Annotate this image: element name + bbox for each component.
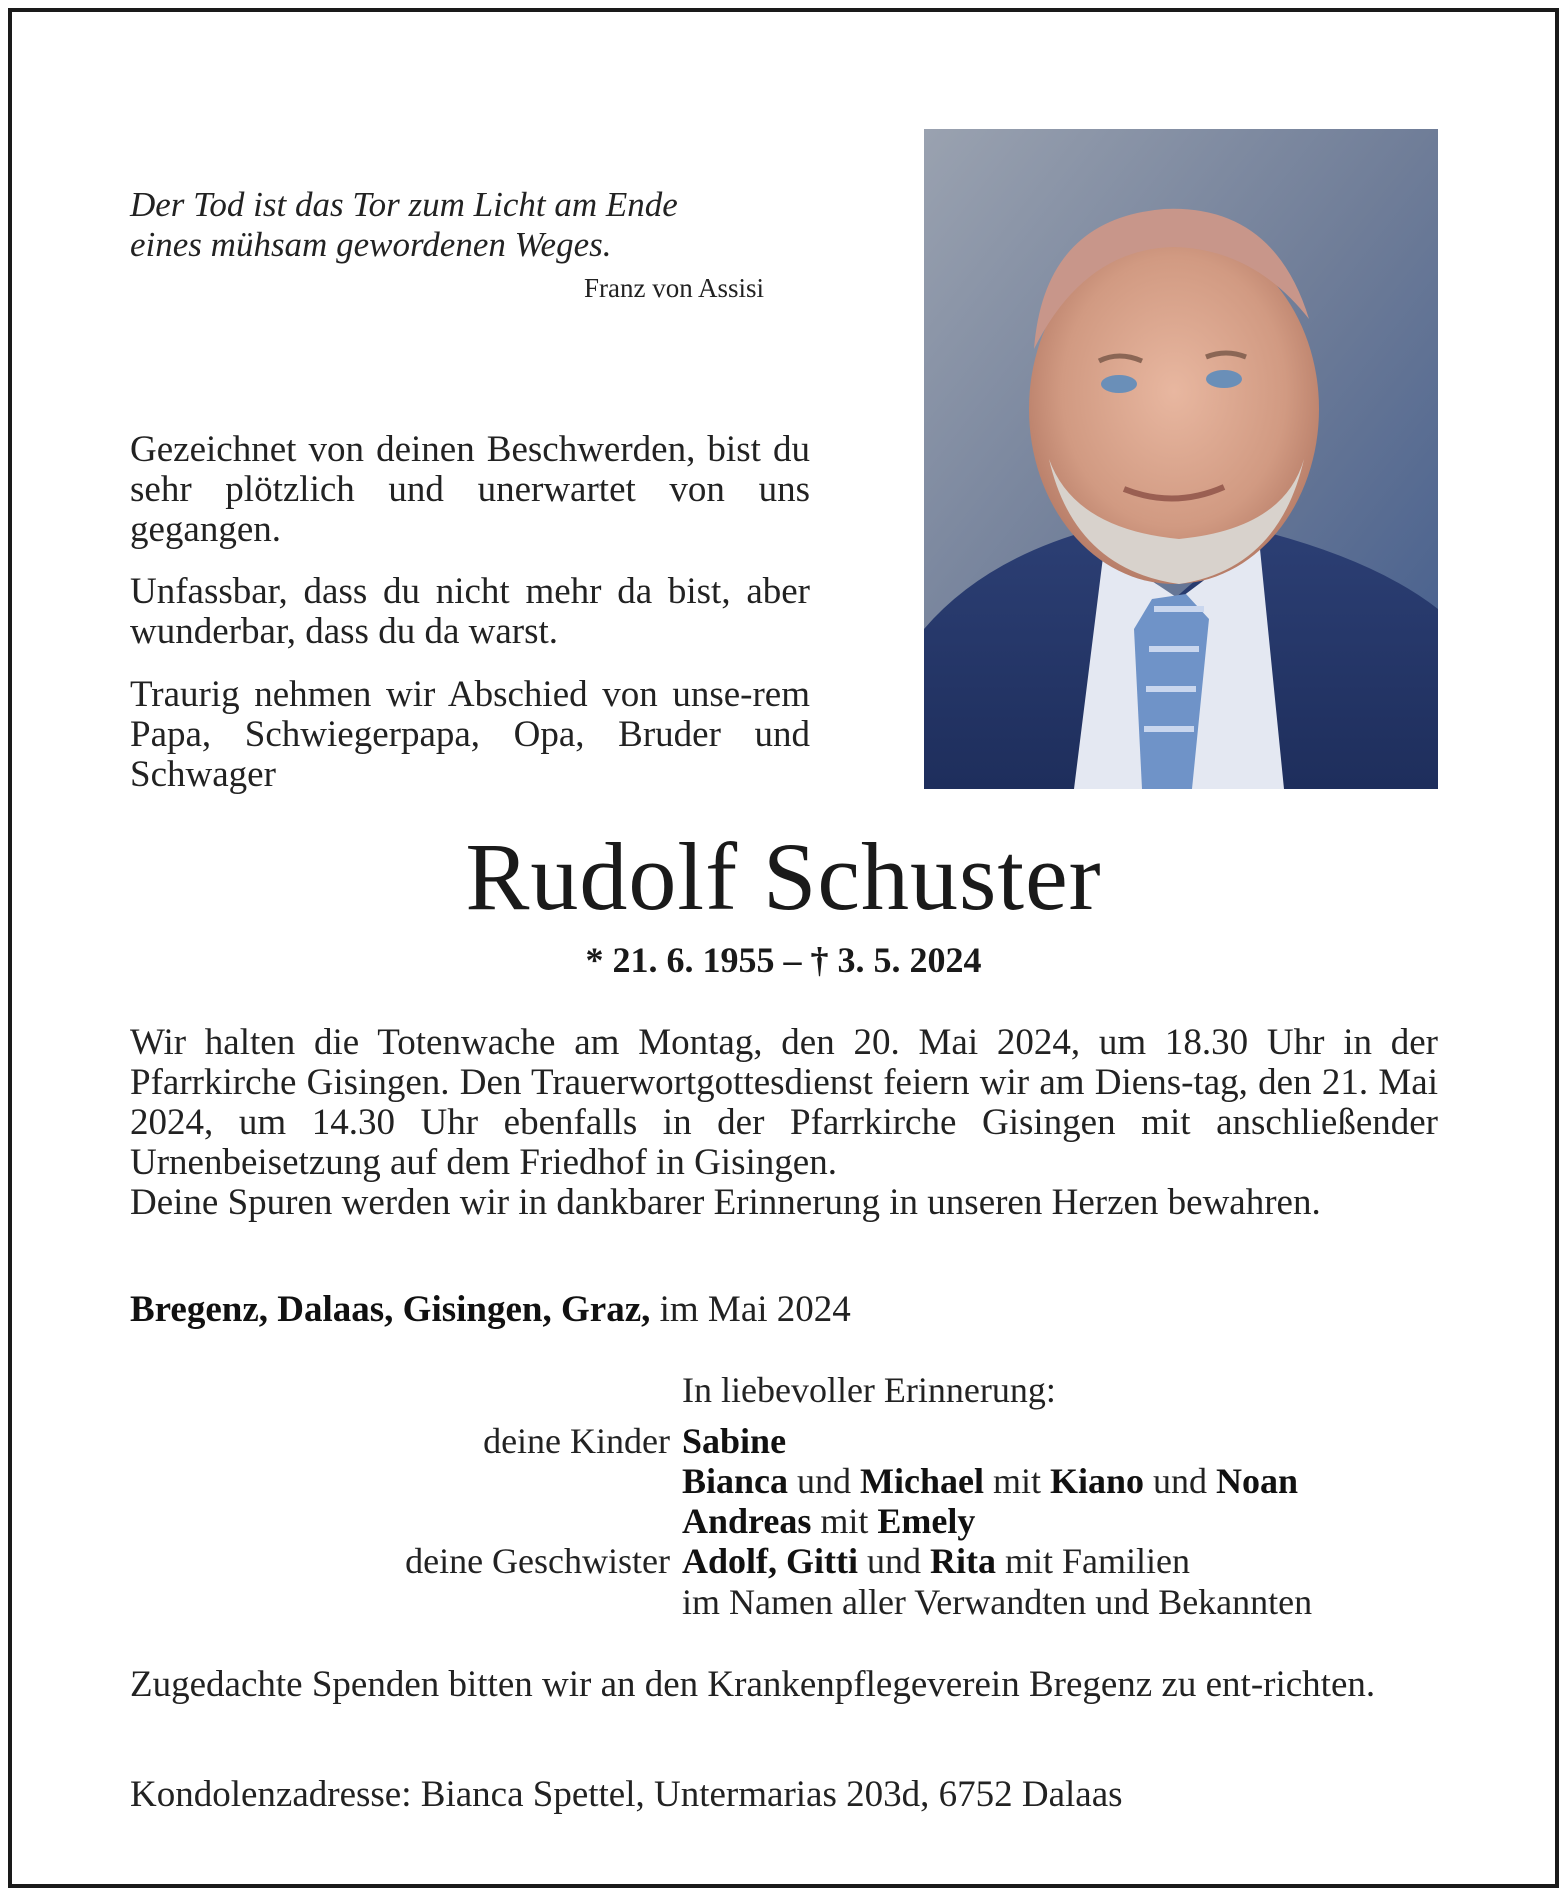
conjunction: und <box>867 1541 921 1581</box>
siblings-label: deine Geschwister <box>405 1541 670 1581</box>
quote-author: Franz von Assisi <box>583 273 764 303</box>
child-line-3 <box>682 1501 1442 1541</box>
life-dates: * 21. 6. 1955 – † 3. 5. 2024 <box>585 940 982 980</box>
service-paragraph: Wir halten die Totenwache am Montag, den 20. Mai 2024, um 18.30 Uhr in der Pfarrkirche Gisingen. Den Trauerwortgottesdienst feiern wir am Diens-tag, den 21. Mai 2024, um 14.30 Uhr ebenfalls in der Pfarrkirche Gisingen mit anschließender Urnenbeisetzung auf dem Friedhof in Gisingen. <box>130 1022 1438 1183</box>
sibling-name: Rita <box>930 1541 996 1581</box>
condolence-address: Kondolenzadresse: Bianca Spettel, Untermarias 203d, 6752 Dalaas <box>130 1774 1123 1815</box>
deceased-name: Rudolf Schuster <box>465 823 1102 930</box>
child-name: Andreas <box>682 1501 812 1541</box>
siblings-suffix: mit Familien <box>1005 1541 1190 1581</box>
places-and-date <box>130 1290 851 1330</box>
child-line-2 <box>682 1461 1442 1501</box>
conjunction: und <box>1153 1461 1208 1501</box>
portrait-photo <box>924 129 1438 789</box>
siblings-line <box>682 1541 1442 1581</box>
donation-paragraph: Zugedachte Spenden bitten wir an den Krankenpflegeverein Bregenz zu ent-richten. <box>130 1664 1376 1705</box>
family-heading: In liebevoller Erinnerung: <box>682 1370 1056 1410</box>
conjunction: mit <box>820 1501 869 1541</box>
conjunction: und <box>797 1461 852 1501</box>
quote <box>130 185 770 265</box>
grandchild-name: Emely <box>877 1501 976 1541</box>
grandchild-name: Noan <box>1216 1461 1299 1501</box>
child-name: Bianca <box>682 1461 789 1501</box>
places: Bregenz, Dalaas, Gisingen, Graz, <box>130 1289 651 1330</box>
sibling-names: Adolf, Gitti <box>682 1541 858 1581</box>
grandchild-name: Kiano <box>1050 1461 1145 1501</box>
partner-name: Michael <box>860 1461 984 1501</box>
intro-paragraph-2: Unfassbar, dass du nicht mehr da bist, aber wunderbar, dass du da warst. <box>130 571 810 652</box>
intro-paragraph-3: Traurig nehmen wir Abschied von unse-rem Papa, Schwiegerpapa, Opa, Bruder und Schwager <box>130 674 810 795</box>
child-name: Sabine <box>682 1421 787 1461</box>
children-label: deine Kinder <box>483 1421 670 1461</box>
relatives-line: im Namen aller Verwandten und Bekannten <box>682 1582 1313 1622</box>
conjunction: mit <box>992 1461 1041 1501</box>
intro-paragraph-1: Gezeichnet von deinen Beschwerden, bist du sehr plötzlich und unerwartet von uns gegangen. <box>130 429 810 550</box>
date-text: im Mai 2024 <box>659 1289 851 1330</box>
quote-line-2: eines mühsam gewordenen Weges. <box>130 225 612 264</box>
quote-line-1: Der Tod ist das Tor zum Licht am Ende <box>130 185 678 224</box>
memory-paragraph: Deine Spuren werden wir in dankbarer Erinnerung in unseren Herzen bewahren. <box>130 1182 1321 1223</box>
child-line-1 <box>682 1421 1442 1461</box>
